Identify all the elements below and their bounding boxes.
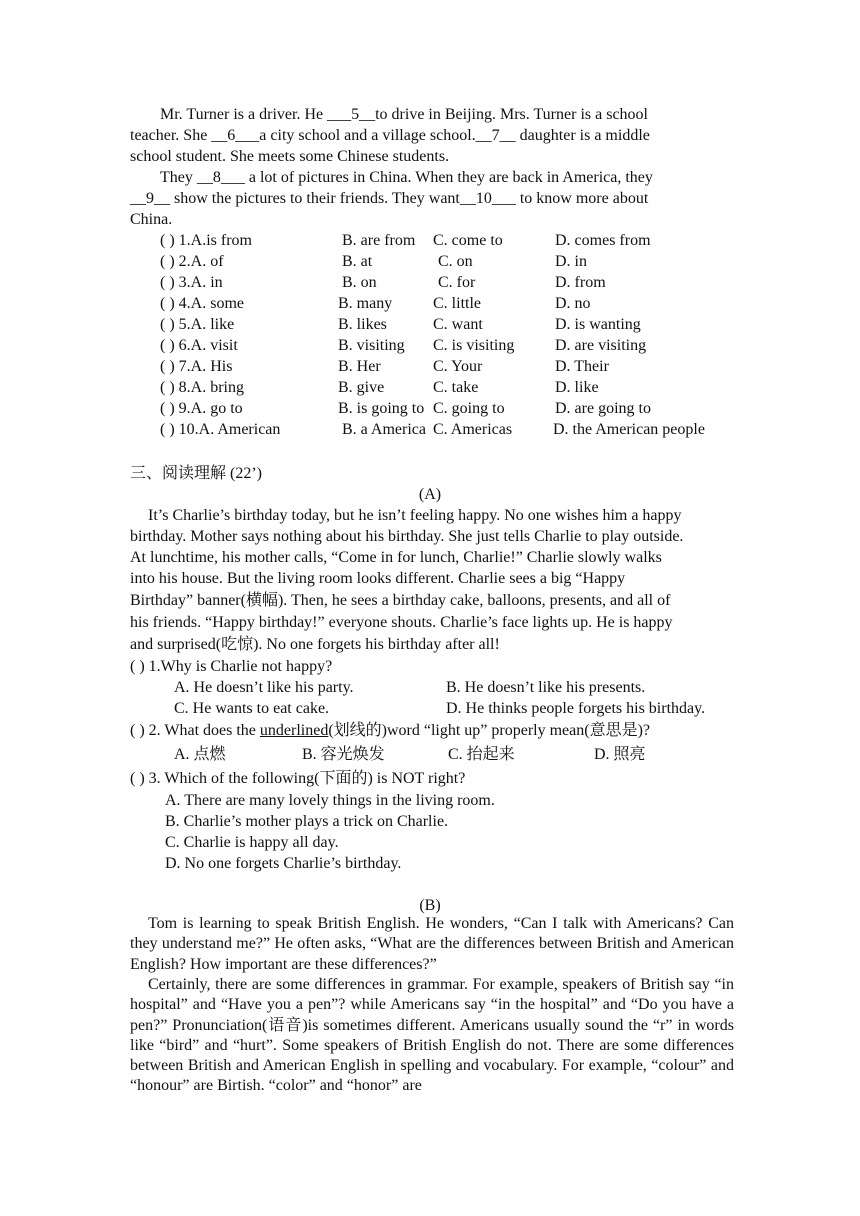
option-b: B. He doesn’t like his presents.: [446, 679, 646, 696]
section-title: 三、阅读理解 (22’): [130, 465, 262, 482]
question-stem: ( ) 1.Why is Charlie not happy?: [130, 658, 333, 675]
option-d: D. 照亮: [594, 746, 646, 763]
option-d: D. from: [555, 274, 606, 291]
option-c: C. come to: [433, 232, 503, 249]
question-number-a: ( ) 5.A. like: [160, 316, 235, 333]
option-b: B. likes: [338, 316, 387, 333]
option-b: B. is going to: [338, 400, 425, 417]
passage-b-paragraph: Certainly, there are some differences in grammar. For example, speakers of British say “in hospital” and “Have you a pen”? while Americans say “in the hospital” and “Do you have a pen?” Pronunciation(语音)is sometimes different. Americans usually sound the “r” in words like “bird” and “hurt”. Some speakers of British English do not. There are some differences between British and American English in spelling and vocabulary. For example, “colour” and “honour” are Birtish. “color” and “honor” are: [130, 976, 734, 1095]
option-d: D. the American people: [553, 421, 705, 438]
cloze-line: Mr. Turner is a driver. He ___5__to drive in Beijing. Mrs. Turner is a school: [160, 106, 648, 123]
question-stem: [130, 720, 650, 741]
option-b: B. many: [338, 295, 393, 312]
option-c: C. is visiting: [433, 337, 515, 354]
option-d: D. are going to: [555, 400, 651, 417]
option-b: B. a America: [342, 421, 426, 438]
option-d: D. like: [555, 379, 599, 396]
option-c: C. for: [438, 274, 476, 291]
passage-a-line: his friends. “Happy birthday!” everyone shouts. Charlie’s face lights up. He is happy: [130, 614, 673, 631]
cloze-line: school student. She meets some Chinese students.: [130, 148, 450, 165]
passage-a-line: and surprised(吃惊). No one forgets his birthday after all!: [130, 636, 500, 653]
option-b: B. on: [342, 274, 377, 291]
option-b: B. visiting: [338, 337, 405, 354]
passage-a-line: It’s Charlie’s birthday today, but he isn’t feeling happy. No one wishes him a happy: [148, 507, 682, 524]
question-number-a: ( ) 10.A. American: [160, 421, 281, 438]
option-d: D. He thinks people forgets his birthday.: [446, 700, 706, 717]
option-d: D. are visiting: [555, 337, 647, 354]
question-stem: ( ) 3. Which of the following(下面的) is NOT right?: [130, 770, 466, 787]
question-number-a: ( ) 9.A. go to: [160, 400, 243, 417]
option-c: C. He wants to eat cake.: [174, 700, 330, 717]
question-number-a: ( ) 2.A. of: [160, 253, 224, 270]
passage-b-label: (B): [419, 897, 441, 914]
option-b: B. at: [342, 253, 373, 270]
option-c: C. on: [438, 253, 473, 270]
option-c: C. want: [433, 316, 483, 333]
option-b: B. Charlie’s mother plays a trick on Charlie.: [165, 813, 449, 830]
option-c: C. going to: [433, 400, 505, 417]
option-a: A. 点燃: [174, 746, 226, 763]
option-a: A. He doesn’t like his party.: [174, 679, 354, 696]
option-b: B. Her: [338, 358, 381, 375]
option-d: D. Their: [555, 358, 609, 375]
option-b: B. give: [338, 379, 385, 396]
option-c: C. take: [433, 379, 479, 396]
option-c: C. Americas: [433, 421, 513, 438]
option-d: D. no: [555, 295, 591, 312]
option-b: B. are from: [342, 232, 416, 249]
question-number-a: ( ) 8.A. bring: [160, 379, 244, 396]
stem-prefix: ( ) 2. What does the: [130, 722, 260, 739]
passage-a-line: Birthday” banner(横幅). Then, he sees a birthday cake, balloons, presents, and all of: [130, 592, 671, 609]
cloze-line: China.: [130, 211, 173, 228]
cloze-line: __9__ show the pictures to their friends. They want__10___ to know more about: [130, 190, 649, 207]
underlined-word: underlined: [259, 722, 329, 739]
question-number-a: ( ) 4.A. some: [160, 295, 244, 312]
question-number-a: ( ) 3.A. in: [160, 274, 223, 291]
option-c: C. Charlie is happy all day.: [165, 834, 339, 851]
question-number-a: ( ) 1.A.is from: [160, 232, 252, 249]
passage-a-label: (A): [418, 486, 442, 503]
stem-suffix: (划线的)word “light up” properly mean(意思是)?: [328, 722, 651, 739]
cloze-line: They __8___ a lot of pictures in China. When they are back in America, they: [160, 169, 653, 186]
passage-a-line: into his house. But the living room looks different. Charlie sees a big “Happy: [130, 570, 626, 587]
option-d: D. No one forgets Charlie’s birthday.: [165, 855, 402, 872]
passage-a-line: birthday. Mother says nothing about his birthday. She just tells Charlie to play outside.: [130, 528, 684, 545]
cloze-line: teacher. She __6___a city school and a village school.__7__ daughter is a middle: [130, 127, 650, 144]
question-number-a: ( ) 7.A. His: [160, 358, 233, 375]
question-number-a: ( ) 6.A. visit: [160, 337, 238, 354]
option-d: D. comes from: [555, 232, 651, 249]
option-c: C. Your: [433, 358, 483, 375]
option-c: C. little: [433, 295, 481, 312]
option-d: D. is wanting: [555, 316, 641, 333]
option-a: A. There are many lovely things in the living room.: [165, 792, 495, 809]
passage-a-line: At lunchtime, his mother calls, “Come in for lunch, Charlie!” Charlie slowly walks: [130, 549, 662, 566]
option-c: C. 抬起来: [448, 746, 515, 763]
option-d: D. in: [555, 253, 587, 270]
passage-b-paragraph: Tom is learning to speak British English. He wonders, “Can I talk with Americans? Can they understand me?” He often asks, “What are the differences between British and American English? How important are these differences?”: [130, 915, 734, 973]
option-b: B. 容光焕发: [302, 746, 385, 763]
